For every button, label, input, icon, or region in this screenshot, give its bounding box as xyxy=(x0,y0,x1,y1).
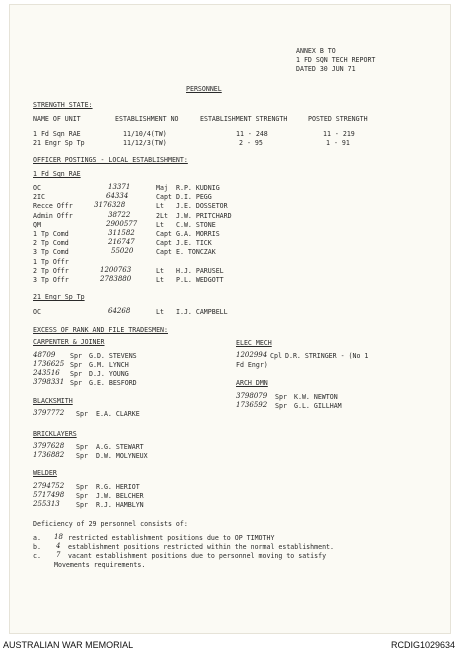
trade-title: BLACKSMITH xyxy=(33,397,73,405)
officer-appt: Recce Offr xyxy=(33,202,73,211)
officer-rank: Lt xyxy=(156,308,164,316)
trade-title: ELEC MECH xyxy=(236,339,272,347)
officer-name: G.A. MORRIS xyxy=(176,230,220,238)
officer-rank: Capt xyxy=(156,239,172,248)
page-title: PERSONNEL xyxy=(186,85,222,93)
strength-heading: STRENGTH STATE: xyxy=(33,101,93,109)
deficiency-label: a. xyxy=(33,534,41,542)
trade-rank: Cpl xyxy=(270,352,282,360)
officer-number: 55020 xyxy=(111,247,134,256)
deficiency-text: restricted establishment positions due to OP TIMOTHY xyxy=(68,534,275,542)
annex-line-3: DATED 30 JUN 71 xyxy=(296,65,356,73)
strength-unit: 21 Engr Sp Tp xyxy=(33,139,85,147)
trade-number: 3798331 xyxy=(33,378,65,386)
trade-number: 1736592 xyxy=(236,401,268,409)
trade-rank: Spr xyxy=(70,379,82,387)
trade-rank: Spr xyxy=(275,393,287,401)
officer-number: 2900577 xyxy=(106,219,138,228)
trade-title: CARPENTER & JOINER xyxy=(33,338,105,346)
officer-name: E. TONCZAK xyxy=(176,248,216,257)
trade-name: D.W. MOLYNEUX xyxy=(96,452,148,460)
officer-number: 216747 xyxy=(108,238,135,247)
strength-posted: 11 - 219 xyxy=(323,130,355,138)
trade-number: 3798079 xyxy=(236,392,268,400)
officer-appt: 3 Tp Offr xyxy=(33,276,69,284)
officer-rank: Lt xyxy=(156,220,164,229)
annex-line-1: ANNEX B TO xyxy=(296,47,336,55)
strength-unit: 1 Fd Sqn RAE xyxy=(33,130,81,138)
trade-name: E.A. CLARKE xyxy=(96,410,140,418)
officer-rank: Capt xyxy=(156,230,172,238)
strength-estno: 11/10/4(TW) xyxy=(123,130,167,138)
trade-rank: Spr xyxy=(76,443,88,451)
strength-estno: 11/12/3(TW) xyxy=(123,139,167,147)
strength-header-unit: NAME OF UNIT xyxy=(33,115,81,123)
officer-rank: 2Lt xyxy=(156,211,168,220)
trade-rank: Spr xyxy=(76,452,88,460)
officer-appt: 2IC xyxy=(33,193,45,202)
officer-unit-2: 21 Engr Sp Tp xyxy=(33,293,85,301)
officer-rank: Lt xyxy=(156,276,164,284)
deficiency-continuation: Movements requirements. xyxy=(54,561,146,569)
strength-eststr: 11 - 248 xyxy=(236,130,268,138)
officer-name: R.P. KUDNIG xyxy=(176,184,220,192)
officer-rank: Capt xyxy=(156,193,172,202)
trade-title: BRICKLAYERS xyxy=(33,430,77,438)
officer-number: 13371 xyxy=(108,183,131,191)
trade-name: R.G. HERIOT xyxy=(96,483,140,491)
trade-name: R.J. HAMBLYN xyxy=(96,501,144,509)
deficiency-label: c. xyxy=(33,552,41,560)
trade-rank: Spr xyxy=(76,501,88,509)
trade-name-cont: Fd Engr) xyxy=(236,361,268,369)
trade-name: K.W. NEWTON xyxy=(294,393,338,401)
strength-posted: 1 - 91 xyxy=(326,139,350,147)
deficiency-num: 18 xyxy=(54,533,63,541)
officer-name: H.J. PARUSEL xyxy=(176,266,224,275)
officer-name: D.I. PEGG xyxy=(176,193,212,202)
officer-appt: 3 Tp Comd xyxy=(33,248,69,257)
strength-eststr: 2 - 95 xyxy=(239,139,263,147)
trade-name: G.E. BESFORD xyxy=(89,379,137,387)
officer-appt: 1 Tp Comd xyxy=(33,230,69,238)
footer-archive-name: AUSTRALIAN WAR MEMORIAL xyxy=(3,640,134,650)
officer-appt: OC xyxy=(33,308,41,316)
trade-name: G.M. LYNCH xyxy=(89,361,129,369)
deficiency-num: 4 xyxy=(56,542,61,550)
officer-name: I.J. CAMPBELL xyxy=(176,308,228,316)
trade-rank: Spr xyxy=(76,483,88,491)
officer-number: 3176328 xyxy=(94,201,126,210)
officer-number: 38722 xyxy=(108,210,131,219)
trade-number: 2794752 xyxy=(33,482,65,490)
trade-rank: Spr xyxy=(76,410,88,418)
officer-appt: 2 Tp Comd xyxy=(33,239,69,248)
officer-number: 1200763 xyxy=(100,265,132,274)
strength-header-eststr: ESTABLISHMENT STRENGTH xyxy=(200,115,288,123)
officer-name: J.E. DOSSETOR xyxy=(176,202,228,211)
officer-number: 311582 xyxy=(108,229,135,237)
trade-number: 48709 xyxy=(33,351,56,359)
strength-header-posted: POSTED STRENGTH xyxy=(308,115,368,123)
trade-rank: Spr xyxy=(275,402,287,410)
deficiency-text: establishment positions restricted within the normal establishment. xyxy=(68,543,334,551)
deficiency-label: b. xyxy=(33,543,41,551)
deficiency-num: 7 xyxy=(56,551,61,559)
trade-rank: Spr xyxy=(70,370,82,378)
trade-number: 1736882 xyxy=(33,451,65,459)
trade-name: G.L. GILLHAM xyxy=(294,402,342,410)
strength-header-estno: ESTABLISHMENT NO xyxy=(115,115,179,123)
trade-number: 1202994 xyxy=(236,351,268,359)
officer-name: C.W. STONE xyxy=(176,220,216,229)
officer-rank: Lt xyxy=(156,202,164,211)
excess-heading: EXCESS OF RANK AND FILE TRADESMEN: xyxy=(33,326,168,334)
officer-appt: 1 Tp Offr xyxy=(33,257,69,266)
trade-number: 255313 xyxy=(33,500,60,508)
trade-number: 3797772 xyxy=(33,409,65,417)
annex-line-2: 1 FD SQN TECH REPORT xyxy=(296,56,376,64)
trade-title: ARCH DMN xyxy=(236,379,268,387)
officer-name: J.E. TICK xyxy=(176,239,212,248)
officer-name: J.W. PRITCHARD xyxy=(176,211,232,220)
deficiency-text: vacant establishment positions due to personnel moving to satisfy xyxy=(68,552,327,560)
officer-rank: Lt xyxy=(156,266,164,275)
trade-title: WELDER xyxy=(33,469,57,477)
officer-heading: OFFICER POSTINGS - LOCAL ESTABLISHMENT: xyxy=(33,156,188,164)
trade-number: 243516 xyxy=(33,369,60,377)
trade-number: 1736625 xyxy=(33,360,65,368)
officer-appt: 2 Tp Offr xyxy=(33,266,69,275)
trade-name: J.W. BELCHER xyxy=(96,492,144,500)
trade-rank: Spr xyxy=(76,492,88,500)
officer-appt: OC xyxy=(33,184,41,192)
officer-rank: Capt xyxy=(156,248,172,257)
trade-number: 5717498 xyxy=(33,491,65,499)
trade-number: 3797628 xyxy=(33,442,65,450)
officer-number: 64268 xyxy=(108,307,131,315)
trade-name: A.G. STEWART xyxy=(96,443,144,451)
officer-appt: Admin Offr xyxy=(33,211,73,220)
trade-name: D.J. YOUNG xyxy=(89,370,129,378)
trade-name: D.R. STRINGER - (No 1 xyxy=(285,352,369,360)
deficiency-intro: Deficiency of 29 personnel consists of: xyxy=(33,520,188,528)
officer-number: 64334 xyxy=(106,192,129,201)
officer-appt: QM xyxy=(33,220,41,229)
trade-rank: Spr xyxy=(70,361,82,369)
trade-rank: Spr xyxy=(70,352,82,360)
officer-rank: Maj xyxy=(156,184,168,192)
trade-name: G.D. STEVENS xyxy=(89,352,137,360)
officer-number: 2783880 xyxy=(100,275,132,283)
footer-record-id: RCDIG1029634 xyxy=(390,640,455,650)
officer-unit-1: 1 Fd Sqn RAE xyxy=(33,170,81,178)
officer-name: P.L. WEDGOTT xyxy=(176,276,224,284)
archive-footer xyxy=(0,636,458,654)
